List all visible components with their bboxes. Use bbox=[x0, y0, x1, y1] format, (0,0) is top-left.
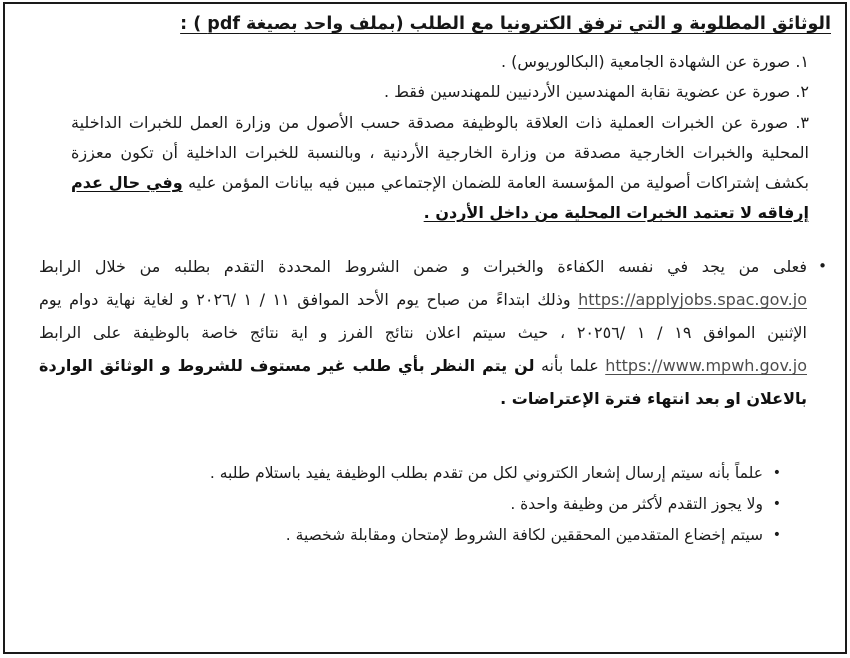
required-documents-list bbox=[27, 48, 809, 228]
note-text: ولا يجوز التقدم لأكثر من وظيفة واحدة . bbox=[510, 495, 763, 513]
page-title: الوثائق المطلوبة و التي ترفق الكترونيا مع الطلب (بملف واحد بصيغة pdf ) : bbox=[180, 14, 831, 34]
document-item-3 bbox=[71, 108, 809, 228]
note-text: سيتم إخضاع المتقدمين المحققين لكافة الشروط لإمتحان ومقابلة شخصية . bbox=[285, 526, 763, 544]
note-item-confirmation bbox=[47, 461, 781, 485]
document-item-2: ٢. صورة عن عضوية نقابة المهندسين الأردنيين للمهندسين فقط . bbox=[383, 82, 809, 101]
bullet-icon: • bbox=[772, 496, 781, 512]
instructions-text-1: فعلى من يجد في نفسه الكفاءة والخبرات و ضمن الشروط المحددة التقدم بطلبه من خلال الرابط bbox=[39, 257, 807, 276]
instructions-warning: لن يتم النظر بأي طلب غير مستوف للشروط و الوثائق الواردة بالاعلان او بعد انتهاء فترة الإعتراضات . bbox=[39, 356, 807, 408]
results-url-link[interactable]: https://www.mpwh.gov.jo bbox=[605, 356, 807, 375]
document-item-3-warning: وفي حال عدم إرفاقه لا تعتمد الخبرات المحلية من داخل الأردن . bbox=[71, 173, 809, 222]
document-page bbox=[3, 2, 847, 654]
instructions-text-3: علما بأنه bbox=[534, 356, 606, 375]
document-item-1: ١. صورة عن الشهادة الجامعية (البكالوريوس) . bbox=[501, 52, 809, 71]
bullet-icon: • bbox=[818, 257, 827, 275]
notes-list bbox=[47, 461, 781, 547]
note-text: علماً بأنه سيتم إرسال إشعار الكتروني لكل من تقدم بطلب الوظيفة يفيد باستلام طلبه . bbox=[209, 464, 763, 482]
note-item-single-application bbox=[47, 492, 781, 516]
bullet-icon: • bbox=[772, 465, 781, 481]
instructions-text-2: وذلك ابتداءً من صباح يوم الأحد الموافق ١١ / ١ /٢٠٢٦ و لغاية نهاية دوام يوم الإثنين الموافق ١٩ / ١ /٢٠٢٥٦ ، حيث سيتم اعلان نتائج الفرز و اية نتائج خاصة بالوظيفة على الرابط bbox=[39, 290, 807, 342]
bullet-icon: • bbox=[772, 527, 781, 543]
application-instructions bbox=[39, 250, 827, 415]
document-item-3-text: ٣. صورة عن الخبرات العملية ذات العلاقة بالوظيفة مصدقة حسب الأصول من وزارة العمل للخبرات الداخلية المحلية والخبرات الخارجية مصدقة من وزارة الخارجية الأردنية ، وبالنسبة للخبرات الداخلية أن تكون معززة بكشف إشتراكات أصولية من المؤسسة العامة للضمان الإجتماعي مبين فيه بيانات المؤمن عليه bbox=[71, 113, 809, 192]
note-item-exam-interview bbox=[47, 523, 781, 547]
apply-url-link[interactable]: https://applyjobs.spac.gov.jo bbox=[578, 290, 807, 309]
